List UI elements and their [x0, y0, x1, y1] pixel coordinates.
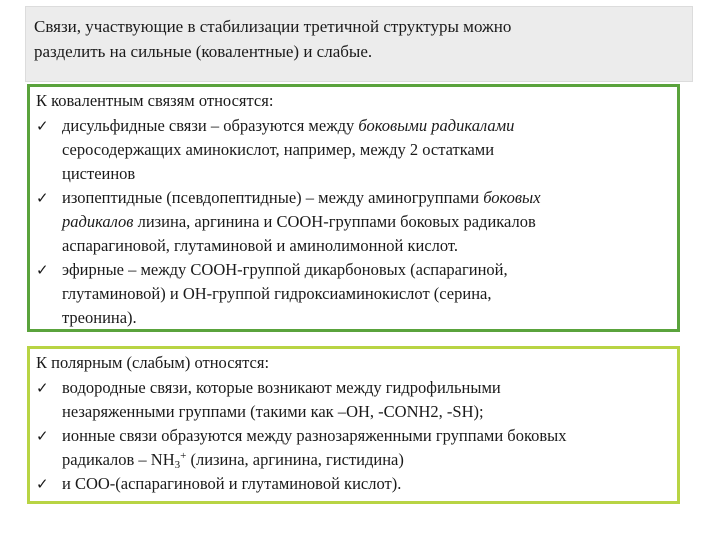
polar-heading: К полярным (слабым) относятся:	[36, 353, 270, 372]
subscript: 3	[174, 459, 181, 471]
text-line: ионные связи образуются между разнозаряженными группами боковых	[62, 426, 567, 445]
checkmark-icon: ✓	[36, 475, 49, 493]
intro-line-2: разделить на сильные (ковалентные) и слабые.	[34, 42, 373, 61]
text-line: цистеинов	[62, 164, 136, 183]
checkmark-icon: ✓	[36, 379, 49, 397]
text: (лизина, аргинина, гистидина)	[186, 450, 404, 469]
checkmark-icon: ✓	[36, 261, 49, 279]
superscript: +	[180, 450, 187, 462]
text-line: глутаминовой) и ОН-группой гидроксиаминокислот (серина,	[62, 284, 492, 303]
text-line: серосодержащих аминокислот, например, между 2 остатками	[62, 140, 495, 159]
text-line: аспарагиновой, глутаминовой и аминолимонной кислот.	[62, 236, 459, 255]
checkmark-icon: ✓	[36, 427, 49, 445]
italic-text: боковых	[483, 188, 541, 207]
covalent-bonds-box	[27, 84, 680, 332]
text: изопептидные (псевдопептидные) – между аминогруппами	[62, 188, 484, 207]
text: радикалов – NH	[62, 450, 175, 469]
intro-line-1: Связи, участвующие в стабилизации третичной структуры можно	[34, 17, 512, 36]
checkmark-icon: ✓	[36, 189, 49, 207]
intro-text	[34, 14, 684, 64]
text-line: эфирные – между СООН-группой дикарбоновых (аспарагиной,	[62, 260, 508, 279]
checkmark-icon: ✓	[36, 117, 49, 135]
text-line: водородные связи, которые возникают между гидрофильными	[62, 378, 501, 397]
italic-text: радикалов	[62, 212, 134, 231]
polar-bonds-box	[27, 346, 680, 504]
italic-text: боковыми радикалами	[358, 116, 515, 135]
text: дисульфидные связи – образуются между	[62, 116, 359, 135]
text-line: незаряженными группами (такими как –ОН, -CONH2, -SH);	[62, 402, 484, 421]
text-line: треонина).	[62, 308, 137, 327]
text: лизина, аргинина и СООН-группами боковых радикалов	[133, 212, 536, 231]
text-line: и СОО-(аспарагиновой и глутаминовой кислот).	[62, 474, 402, 493]
covalent-heading: К ковалентным связям относятся:	[36, 91, 274, 110]
